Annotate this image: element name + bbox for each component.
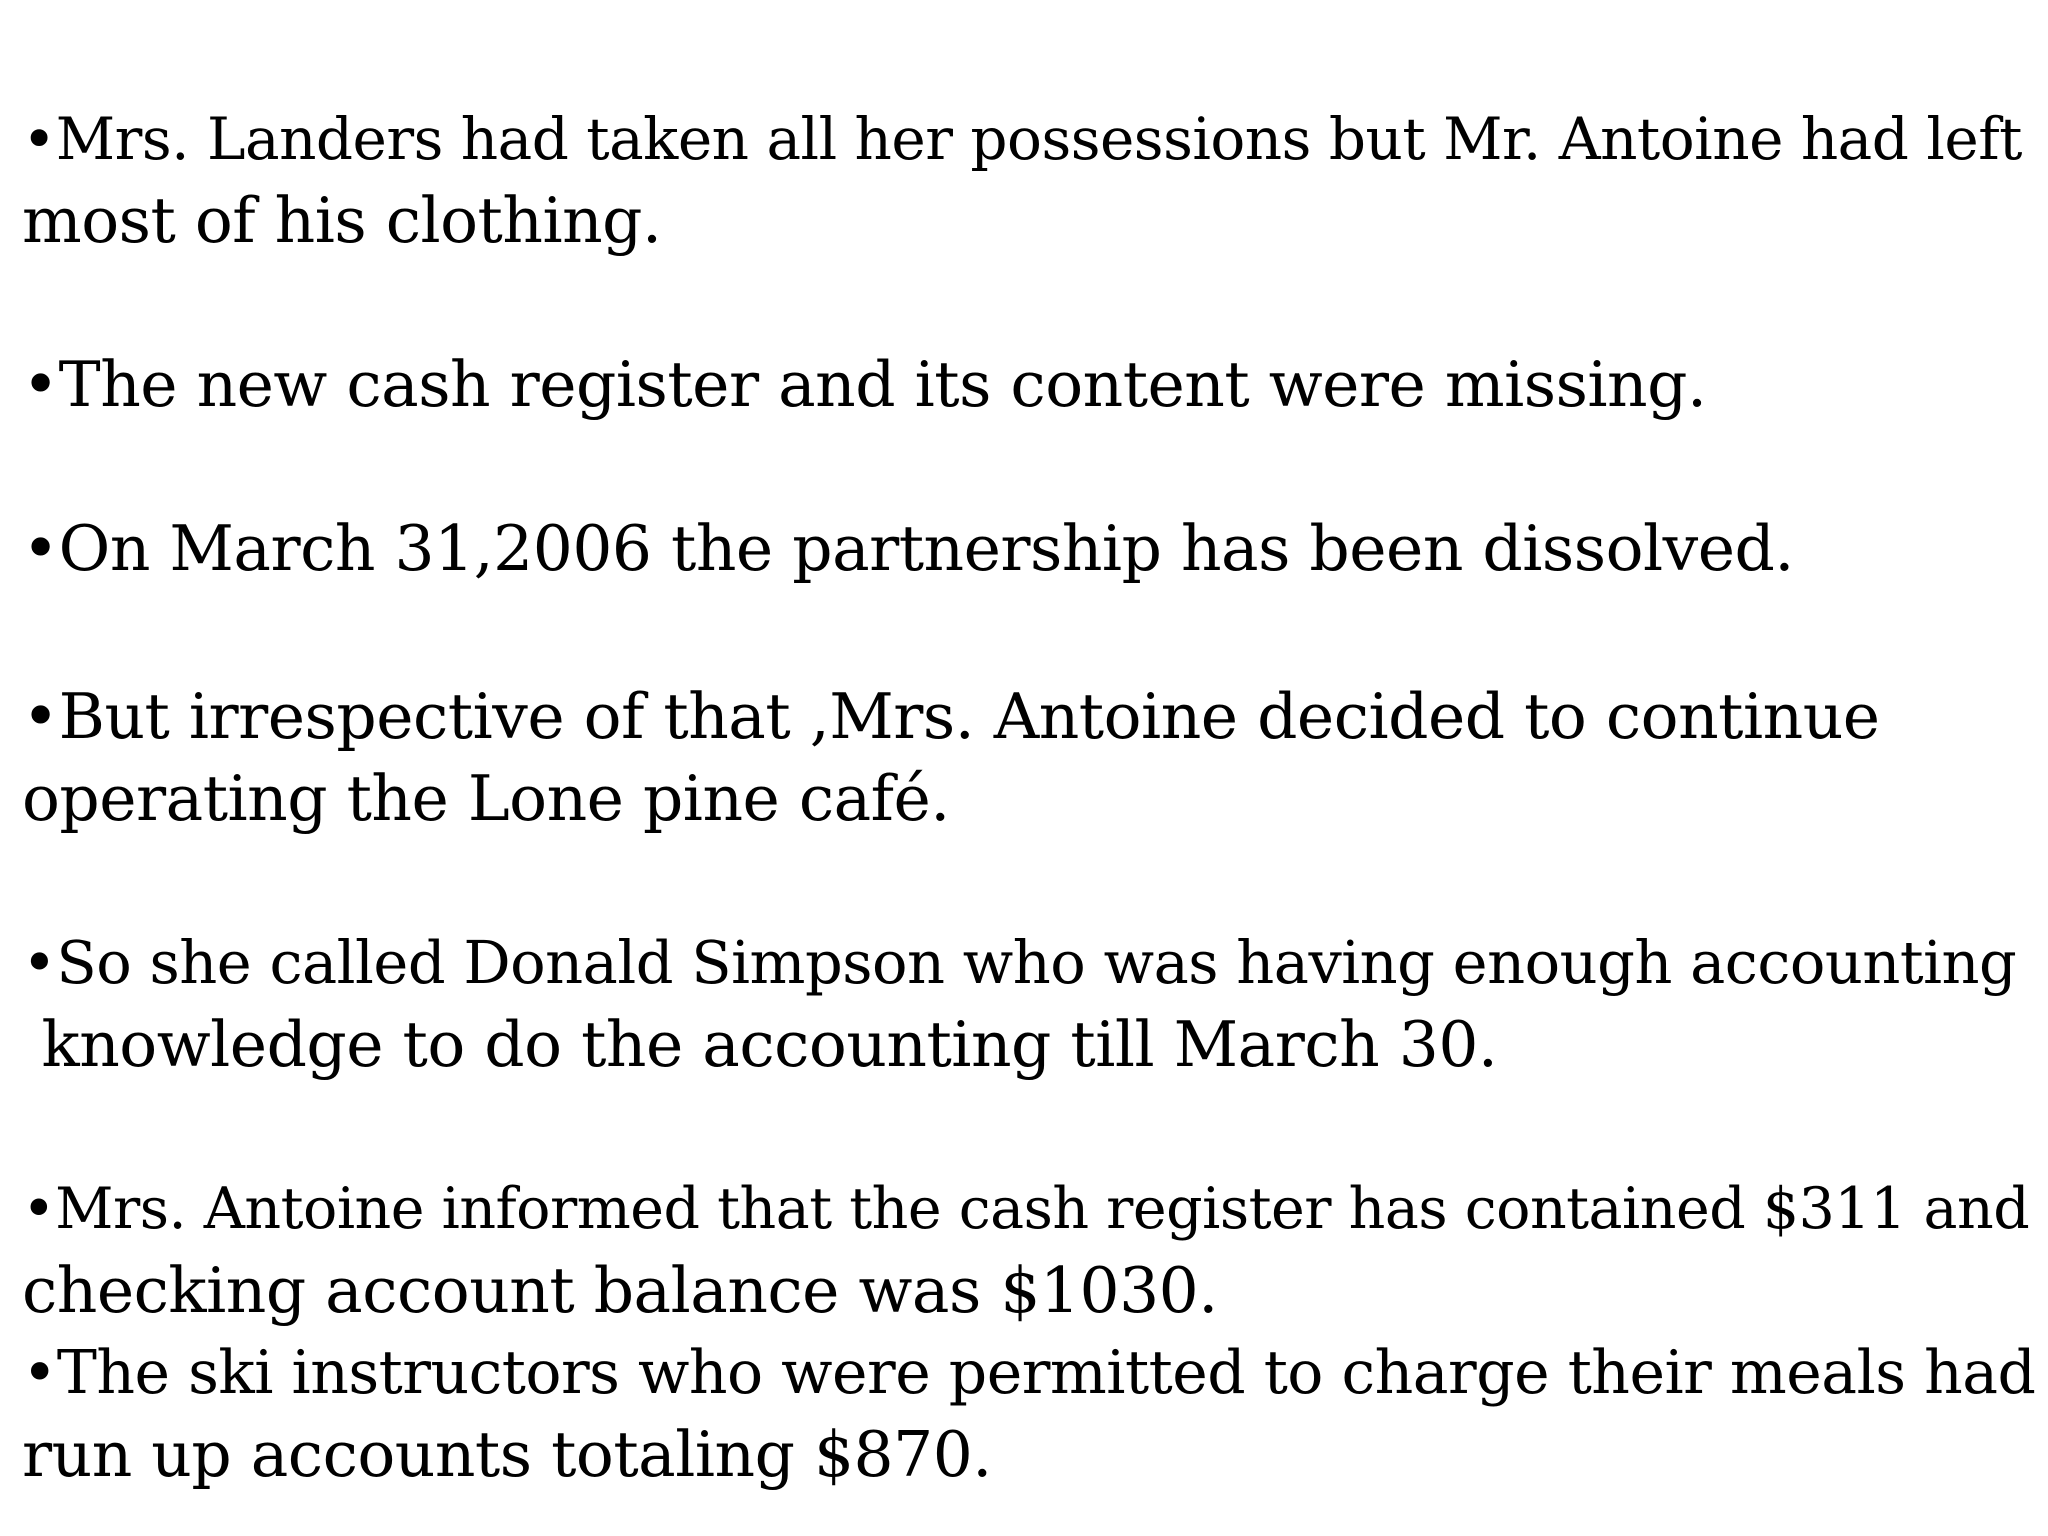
bullet: • — [22, 512, 59, 585]
paragraph-3-line-1 — [22, 508, 1794, 590]
paragraph-text: But irrespective of that ,Mrs. Antoine decided to continue — [58, 680, 1880, 753]
paragraph-7-line-2: run up accounts totaling $870. — [22, 1418, 992, 1491]
paragraph-4-line-1 — [22, 676, 1880, 758]
bullet: • — [22, 928, 57, 997]
paragraph-text: The new cash register and its content were missing. — [58, 348, 1707, 421]
paragraph-5-line-1 — [22, 922, 2016, 1004]
bullet: • — [22, 1338, 57, 1408]
paragraph-text: On March 31,2006 the partnership has been dissolved. — [58, 512, 1794, 585]
bullet: • — [22, 680, 59, 753]
paragraph-5-line-2: knowledge to do the accounting till March 30. — [22, 1008, 1498, 1081]
bullet: • — [22, 348, 59, 421]
paragraph-6-line-2: checking account balance was $1030. — [22, 1254, 1218, 1327]
paragraph-text: So she called Donald Simpson who was having enough accounting — [56, 928, 2017, 997]
paragraph-2-line-1 — [22, 344, 1707, 426]
paragraph-text: Mrs. Antoine informed that the cash register has contained $311 and — [55, 1176, 2030, 1242]
paragraph-1-line-1 — [22, 98, 2022, 180]
bullet: • — [22, 105, 56, 173]
paragraph-6-line-1 — [22, 1168, 2029, 1250]
bullet: • — [22, 1176, 56, 1242]
paragraph-7-line-1 — [22, 1332, 2035, 1414]
paragraph-1-line-2: most of his clothing. — [22, 184, 662, 257]
paragraph-4-line-2: operating the Lone pine café. — [22, 762, 950, 835]
paragraph-text: Mrs. Landers had taken all her possessions but Mr. Antoine had left — [55, 105, 2022, 173]
paragraph-text: The ski instructors who were permitted to charge their meals had — [56, 1338, 2036, 1408]
